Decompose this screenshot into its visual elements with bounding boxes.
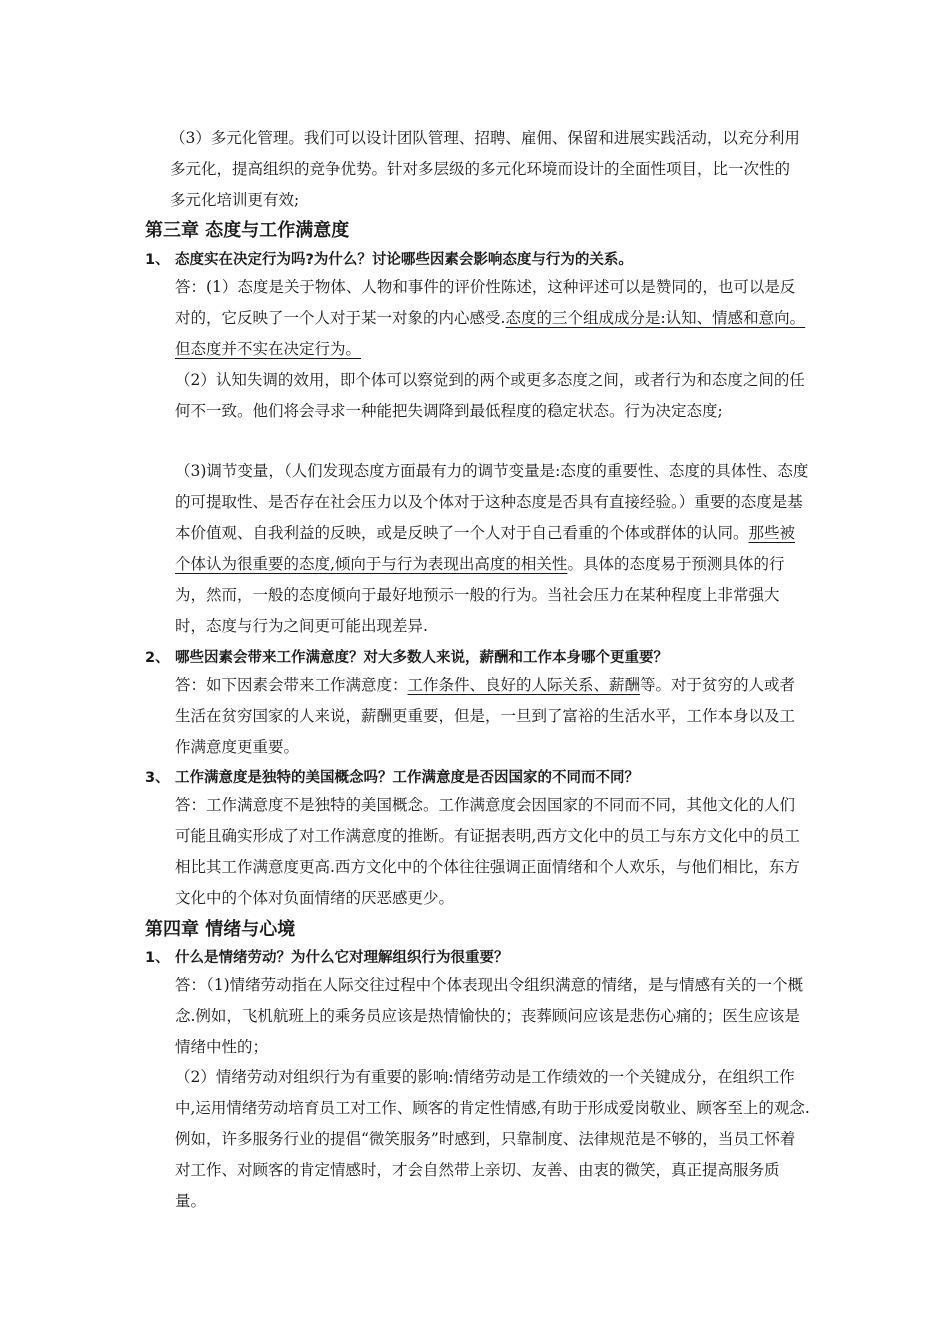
question-3-1 [145,248,633,269]
question-text: 工作满意度是独特的美国概念吗？工作满意度是否因国家的不同而不同？ [175,770,639,786]
question-text: 态度实在决定行为吗?为什么？讨论哪些因素会影响态度与行为的关系。 [175,252,633,268]
underlined-text: 那些被个体认为很重要的态度,倾向于与行为表现出高度的相关性 [175,524,796,573]
question-number: 3、 [145,770,170,786]
question-4-1 [145,946,509,967]
answer-4-1-part2: （2）情绪劳动对组织行为有重要的影响:情绪劳动是工作绩效的一个关键成分，在组织工作中,运用情绪劳动培育员工对工作、顾客的肯定性情感,有助于形成爱岗敬业、顾客至上的观念.例如，许多服务行业的提倡“微笑服务”时感到，只靠制度、法律规范是不够的，当员工怀着对工作、对顾客的肯定情感时，才会自然带上亲切、友善、由衷的微笑，真正提高服务质量。 [175,1068,810,1210]
chapter-3-title: 第三章 态度与工作满意度 [145,220,350,241]
question-3-2 [145,646,668,667]
paragraph-diversity-management: （3）多元化管理。我们可以设计团队管理、招聘、雇佣、保留和进展实践活动，以充分利用多元化，提高组织的竞争优势。针对多层级的多元化环境而设计的全面性项目，比一次性的多元化培训更有效; [170,129,800,209]
question-number: 1、 [145,252,170,268]
answer-3-1-part3 [175,456,810,642]
question-number: 1、 [145,950,170,966]
question-number: 2、 [145,650,170,666]
answer-text-tail: 。具体的态度易于预测具体的行为，然而，一般的态度倾向于最好地预示一般的行为。当社会压力在某种程度上非常强大时，态度与行为之间更可能出现差异. [175,555,785,635]
answer-text: 答：如下因素会带来工作满意度： [175,676,408,694]
answer-text-tail: 等。对于贫穷的人或者生活在贫穷国家的人来说，薪酬更重要，但是，一旦到了富裕的生活水平，工作本身以及工作满意度更重要。 [175,676,796,756]
underlined-text: 态度的三个组成成分是:认知、情感和意向。但态度并不实在决定行为。 [175,309,806,358]
answer-3-1-part1 [175,272,810,365]
underlined-text: 工作条件、良好的人际关系、薪酬 [407,676,641,694]
answer-3-2 [175,670,810,763]
question-text: 哪些因素会带来工作满意度？对大多数人来说，薪酬和工作本身哪个更重要？ [175,650,668,666]
answer-text: 答：(1）态度是关于物体、人物和事件的评价性陈述，这种评述可以是赞同的，也可以是反对的，它反映了一个人对于某一对象的内心感受. [175,278,796,327]
question-text: 什么是情绪劳动？为什么它对理解组织行为很重要？ [175,950,509,966]
answer-4-1-part1: 答：（1)情绪劳动指在人际交往过程中个体表现出令组织满意的情绪，是与情感有关的一个概念.例如，飞机航班上的乘务员应该是热情愉快的；丧葬顾问应该是悲伤心痛的；医生应该是情绪中性的； [175,976,804,1056]
answer-3-3: 答：工作满意度不是独特的美国概念。工作满意度会因国家的不同而不同，其他文化的人们可能且确实形成了对工作满意度的推断。有证据表明,西方文化中的员工与东方文化中的员工相比其工作满意度更高.西方文化中的个体往往强调正面情绪和个人欢乐，与他们相比，东方文化中的个体对负面情绪的厌恶感更少。 [175,796,800,907]
question-3-3 [145,766,639,787]
chapter-4-title: 第四章 情绪与心境 [145,919,296,940]
answer-text: （3)调节变量，（人们发现态度方面最有力的调节变量是:态度的重要性、态度的具体性、态度的可提取性、是否存在社会压力以及个体对于这种态度是否具有直接经验。）重要的态度是基本价值观、自我利益的反映，或是反映了一个人对于自己看重的个体或群体的认同。 [175,462,809,542]
answer-3-1-part2: （2）认知失调的效用，即个体可以察觉到的两个或更多态度之间，或者行为和态度之间的任何不一致。他们将会寻求一种能把失调降到最低程度的稳定状态。行为决定态度; [175,371,805,420]
